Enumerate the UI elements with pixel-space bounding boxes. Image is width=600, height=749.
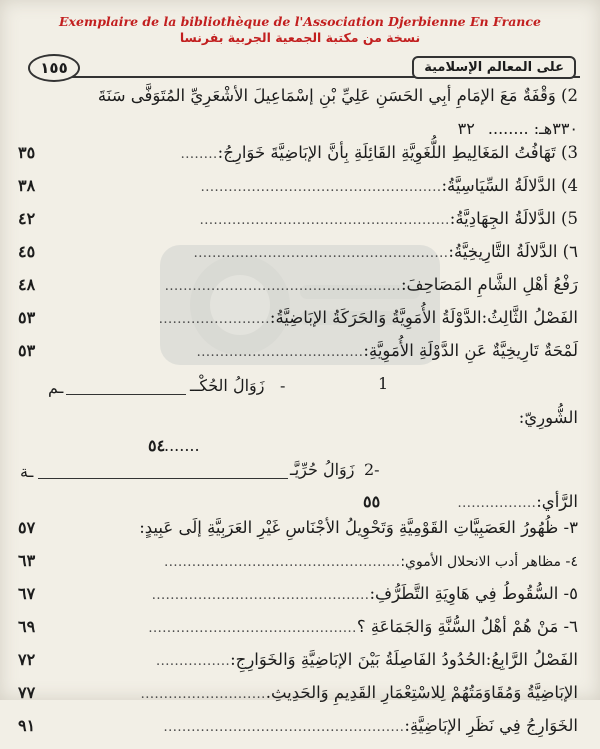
library-stamp-french: Exemplaire de la bibliothèque de l'Association Djerbienne En France (59, 14, 541, 29)
toc-page-number: ٤٨ (18, 275, 36, 294)
continuation-text: ٣٣٠هـ: (533, 119, 578, 138)
toc-entry-title: ٥- السُّقُوطُ فِي هَاوِيَةِ التَّطَرُّفِ: (369, 584, 578, 603)
toc-entry[interactable] (18, 341, 578, 374)
toc-page-number: ٣٢ (457, 119, 475, 138)
toc-page-number: ٥٣ (18, 308, 36, 327)
toc-page-number: ٥٣ (18, 341, 36, 360)
toc-entry-title: 4) الدَّلالَةُ السِّيَاسِيَّةُ: (441, 176, 578, 195)
toc-entry-title: الفَصْلُ الرَّابِعُ:الحُدُودُ الفَاصِلَةُ بَيْنَ الإبَاضِيَّةِ وَالخَوَارِجِ: (230, 650, 578, 669)
toc-entry[interactable] (18, 518, 578, 551)
toc-dots: ............................................. (148, 621, 357, 636)
toc-dots: ............................................... (151, 588, 370, 603)
table-of-contents (18, 86, 578, 749)
toc-page-number: ٦٣ (18, 551, 36, 570)
library-stamp (0, 14, 600, 45)
toc-entry[interactable] (18, 308, 578, 341)
toc-dots: ................ (156, 654, 231, 669)
toc-dots: ........................... (140, 687, 266, 702)
toc-page-number: ٤٢ (18, 209, 36, 228)
toc-page-number: ٥٥ (363, 492, 381, 511)
toc-dots: ........ (487, 119, 529, 138)
toc-entry[interactable] (18, 408, 578, 436)
toc-entry-title: 2) وَقْفَةٌ مَعَ الإمَامِ أبِي الحَسَنِ عَلِيِّ بْنِ إسْمَاعِيلَ الأشْعَرِيِّ المُتَوَفَّى سَنَةَ (97, 86, 578, 105)
toc-entry-title: لَمْحَةٌ تَارِيخِيَّةٌ عَنِ الدَّوْلَةِ الأُمَوِيَّةِ: (363, 341, 578, 360)
toc-dots: ........................ (158, 312, 270, 327)
toc-entry[interactable] (18, 143, 578, 176)
page-number: ١٥٥ (28, 54, 80, 82)
heading-underline (38, 478, 288, 479)
toc-entry-title: الرَّأي: (536, 492, 578, 511)
toc-entry-title: رَفْعُ أهْلِ الشَّامِ المَصَاحِفَ: (400, 275, 578, 294)
split-heading-1 (18, 374, 578, 408)
toc-dots: ................. (457, 496, 537, 511)
toc-page-number: ٧٢ (18, 650, 36, 669)
heading-underline (66, 394, 186, 395)
toc-dots: ........ (180, 147, 218, 162)
split-heading-tail: ـة (20, 462, 34, 481)
toc-entry[interactable] (18, 551, 578, 584)
toc-dots: ................................................... (164, 555, 401, 570)
toc-entry[interactable] (18, 86, 578, 119)
split-heading-text: زَوَالُ حُرِّيَّـ (290, 460, 355, 479)
toc-entry[interactable] (18, 176, 578, 209)
toc-page-number: ٥٤ (148, 436, 166, 455)
toc-entry[interactable] (18, 275, 578, 308)
toc-dots: ................................................... (164, 279, 401, 294)
library-stamp-arabic: نسخة من مكتبة الجمعية الجربية بفرنسا (179, 30, 421, 45)
toc-dots: ...................................................... (199, 213, 450, 228)
toc-entry[interactable] (18, 209, 578, 242)
split-heading-text: زَوَالُ الحُكْــ (190, 376, 265, 395)
toc-entry[interactable] (18, 584, 578, 617)
split-heading-number: 2- (364, 460, 380, 479)
toc-entry[interactable] (18, 716, 578, 749)
toc-page-number: ٦٩ (18, 617, 36, 636)
toc-entry[interactable] (18, 242, 578, 275)
split-heading-number: 1 (378, 374, 389, 393)
toc-entry-title: الشُّورِيّ: (518, 408, 578, 427)
toc-page-number: ٤٥ (18, 242, 36, 261)
toc-page-number: ٩١ (18, 716, 36, 735)
toc-dots: ....... (164, 436, 200, 455)
toc-entry-title: الإبَاضِيَّةُ وَمُقَاوَمَتُهُمْ لِلاسْتِعْمَارِ القَدِيمِ وَالحَدِيثِ. (265, 683, 578, 702)
toc-dots: .................................................... (200, 180, 442, 195)
toc-page-number: ٥٧ (18, 518, 36, 537)
toc-entry-title: 5) الدَّلالَةُ الجِهَادِيَّةُ: (449, 209, 578, 228)
toc-dots: .................................................... (163, 720, 405, 735)
toc-dots: ....................................................... (193, 246, 449, 261)
toc-entry-title: ٦) الدَّلالَةُ التَّارِيخِيَّةُ: (448, 242, 578, 261)
toc-page-number: ٣٥ (18, 143, 36, 162)
toc-entry-continuation (18, 119, 578, 143)
split-heading-tail: ـم (48, 378, 64, 397)
toc-entry-title: ٤- مظاهر أدب الانحلال الأموي: (400, 554, 578, 570)
toc-entry-title: ٣- ظُهُورُ العَصَبِيَّاتِ القَوْمِيَّةِ وَتَحْوِيلُ الأجْنَاسِ غَيْرِ العَرَبِيَّةِ إلَى عَبِيدٍ: (139, 518, 578, 537)
toc-entry[interactable] (18, 492, 578, 518)
book-title: على المعالم الإسلامية (412, 56, 576, 79)
toc-page-number: ٧٧ (18, 683, 36, 702)
split-heading-dash: - (280, 376, 286, 395)
toc-page-number: ٣٨ (18, 176, 36, 195)
toc-dots: .................................... (196, 345, 364, 360)
toc-entry-title: الخَوَارِجُ فِي نَظَرِ الإبَاضِيَّةِ: (404, 716, 578, 735)
toc-entry-title: الفَصْلُ الثَّالِثُ:الدَّوْلَةُ الأُمَوِيَّةُ وَالحَرَكَةُ الإبَاضِيَّةُ: (269, 308, 578, 327)
toc-entry-title: ٦- مَنْ هُمْ أهْلُ السُّنَّةِ وَالجَمَاعَةِ ؟ (356, 617, 578, 636)
toc-entry-title: 3) تَهَافُتُ المَغَالِيطِ اللُّغَوِيَّةِ القَائِلَةِ بِأنَّ الإبَاضِيَّةَ خَوَارِجُ: (217, 143, 578, 162)
page-ref-line (18, 436, 578, 458)
toc-page-number: ٦٧ (18, 584, 36, 603)
split-heading-2 (18, 458, 578, 492)
toc-entry[interactable] (18, 617, 578, 650)
running-header (28, 54, 580, 84)
toc-entry[interactable] (18, 650, 578, 683)
